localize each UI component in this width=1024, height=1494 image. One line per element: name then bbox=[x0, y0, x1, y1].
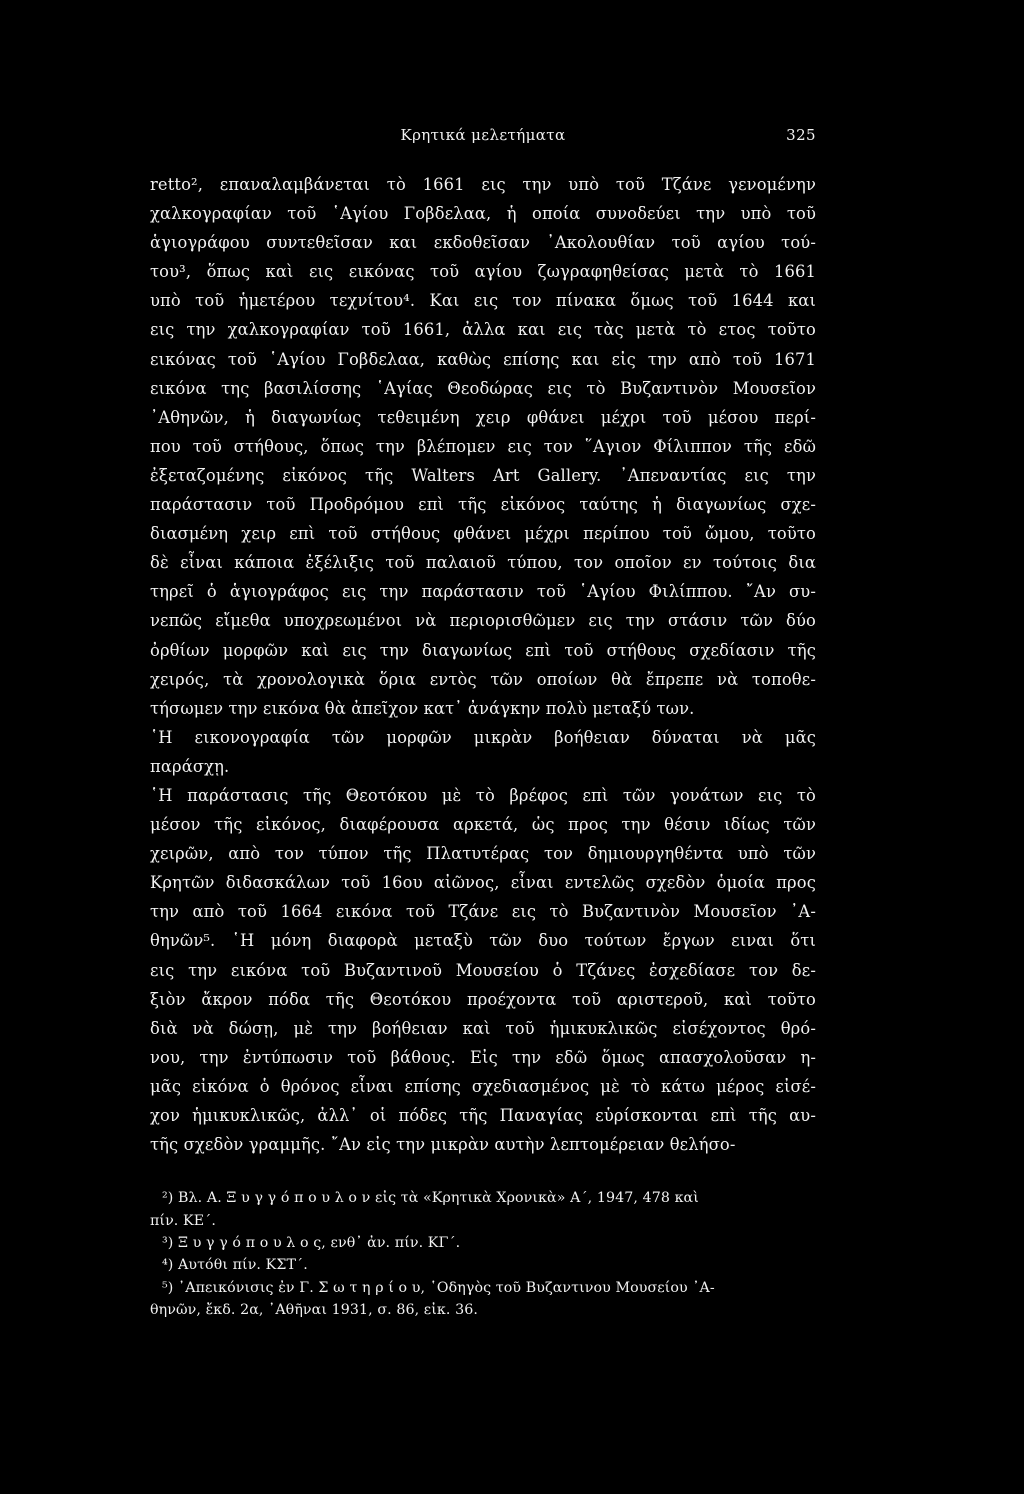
body-line: που τοῦ στήθους, ὅπως την βλέπομεν εις τον ῞Αγιον Φίλιππον τῆς εδῶ bbox=[150, 436, 816, 456]
body-line: χον ἡμικυκλικῶς, ἀλλ᾿ οἱ πόδες τῆς Παναγίας εὑρίσκονται επὶ τῆς αυ- bbox=[150, 1106, 816, 1125]
page-number: 325 bbox=[786, 126, 816, 144]
body-line: εικόνα της βασιλίσσης ῾Αγίας Θεοδώρας εις τὸ Βυζαντινὸν Μουσεῖον bbox=[150, 378, 816, 398]
body-line: ὀρθίων μορφῶν καὶ εις την διαγωνίως επὶ τοῦ στήθους σχεδίασιν τῆς bbox=[150, 640, 816, 660]
body-line: εικόνας τοῦ ῾Αγίου Γοβδελαα, καθὼς επίσης και εἰς την απὸ τοῦ 1671 bbox=[150, 349, 816, 369]
body-line: παράσχῃ. bbox=[150, 756, 230, 776]
body-line: τῆς σχεδὸν γραμμῆς. ῎Αν εἰς την μικρὰν αυτὴν λεπτομέρειαν θελήσο- bbox=[150, 1135, 736, 1155]
body-line: ξιὸν ἄκρον πόδα τῆς Θεοτόκου προέχοντα τοῦ αριστεροῦ, καὶ τοῦτο bbox=[150, 989, 816, 1009]
body-text bbox=[150, 170, 816, 1159]
footnote-line: ³) Ξ υ γ γ ό π ο υ λ ο ς, ενθ᾿ ἀν. πίν. ΚΓ΄. bbox=[162, 1235, 461, 1251]
footnote-line: ⁵) ᾿Απεικόνισις ἐν Γ. Σ ω τ η ρ ί ο υ, ῾Οδηγὸς τοῦ Βυζαντινου Μουσείου ᾿Α- bbox=[162, 1279, 715, 1296]
body-line: χαλκογραφίαν τοῦ ῾Αγίου Γοβδελαα, ἡ οποία συνοδεύει την υπὸ τοῦ bbox=[150, 204, 816, 224]
body-line: διὰ νὰ δώσῃ, μὲ την βοήθειαν καὶ τοῦ ἡμικυκλικῶς εἰσέχοντος θρό- bbox=[150, 1018, 816, 1038]
running-title: Κρητικά μελετήματα bbox=[400, 126, 566, 144]
body-line: εις την εικόνα τοῦ Βυζαντινοῦ Μουσείου ὁ Τζάνες ἐσχεδίασε τον δε- bbox=[150, 960, 816, 980]
body-line: ἐξεταζομένης εἰκόνος τῆς Walters Art Gallery. ᾿Απεναντίας εις την bbox=[150, 465, 816, 485]
body-line: δὲ εἶναι κάποια ἐξέλιξις τοῦ παλαιοῦ τύπου, τον οποῖον εν τούτοις δια bbox=[150, 553, 816, 573]
body-line: χειρός, τὰ χρονολογικὰ ὅρια εντὸς τῶν οποίων θὰ ἔπρεπε νὰ τοποθε- bbox=[150, 669, 816, 689]
body-line: την απὸ τοῦ 1664 εικόνα τοῦ Τζάνε εις τὸ Βυζαντινὸν Μουσεῖον ᾿Α- bbox=[150, 902, 816, 922]
body-line: εις την χαλκογραφίαν τοῦ 1661, ἀλλα και εις τὰς μετὰ τὸ ετος τοῦτο bbox=[150, 320, 816, 340]
body-line: μέσον τῆς εἰκόνος, διαφέρουσα αρκετά, ὡς προς την θέσιν ιδίως τῶν bbox=[150, 815, 816, 835]
footnote-line: ²) Βλ. Α. Ξ υ γ γ ό π ο υ λ ο ν εἰς τὰ «Κρητικὰ Χρονικὰ» Α΄, 1947, 478 καὶ bbox=[162, 1190, 699, 1207]
body-line: χειρῶν, απὸ τον τύπον τῆς Πλατυτέρας τον δημιουργηθέντα υπὸ τῶν bbox=[150, 844, 816, 864]
body-line: υπὸ τοῦ ἡμετέρου τεχνίτου⁴. Και εις τον πίνακα ὅμως τοῦ 1644 και bbox=[150, 291, 816, 311]
body-line: παράστασιν τοῦ Προδρόμου επὶ τῆς εἰκόνος ταύτης ἡ διαγωνίως σχε- bbox=[150, 495, 816, 515]
body-line: Κρητῶν διδασκάλων τοῦ 16ου αἰῶνος, εἶναι εντελῶς σχεδὸν ὁμοία προς bbox=[150, 873, 816, 893]
body-line: τηρεῖ ὁ ἁγιογράφος εις την παράστασιν τοῦ ῾Αγίου Φιλίππου. ῎Αν συ- bbox=[150, 582, 816, 602]
body-line: ῾Η παράστασις τῆς Θεοτόκου μὲ τὸ βρέφος επὶ τῶν γονάτων εις τὸ bbox=[150, 785, 816, 805]
body-line: τήσωμεν την εικόνα θὰ ἀπεῖχον κατ᾿ ἀνάγκην πολὺ μεταξύ των. bbox=[150, 698, 695, 718]
footnote-line: πίν. ΚΕ΄. bbox=[150, 1212, 216, 1229]
body-line: retto², επαναλαμβάνεται τὸ 1661 εις την υπὸ τοῦ Τζάνε γενομένην bbox=[150, 175, 816, 194]
body-line: του³, ὅπως καὶ εις εικόνας τοῦ αγίου ζωγραφηθείσας μετὰ τὸ 1661 bbox=[150, 262, 816, 282]
body-line: μᾶς εἰκόνα ὁ θρόνος εἶναι επίσης σχεδιασμένος μὲ τὸ κάτω μέρος εἰσέ- bbox=[150, 1076, 816, 1096]
body-line: διασμένη χειρ επὶ τοῦ στήθους φθάνει μέχρι περίπου τοῦ ὤμου, τοῦτο bbox=[150, 524, 816, 544]
book-page bbox=[150, 118, 816, 1322]
footnote-line: θηνῶν, ἔκδ. 2α, ᾿Αθῆναι 1931, σ. 86, εἰκ. 36. bbox=[150, 1302, 478, 1319]
body-line: νεπῶς εἴμεθα υποχρεωμένοι νὰ περιορισθῶμεν εις την στάσιν τῶν δύο bbox=[150, 611, 816, 631]
body-line: ᾿Αθηνῶν, ἡ διαγωνίως τεθειμένη χειρ φθάνει μέχρι τοῦ μέσου περί- bbox=[150, 407, 816, 427]
body-line: θηνῶν⁵. ῾Η μόνη διαφορὰ μεταξὺ τῶν δυο τούτων ἔργων ειναι ὅτι bbox=[150, 931, 816, 951]
footnote-line: ⁴) Αυτόθι πίν. ΚΣΤ΄. bbox=[162, 1257, 308, 1274]
body-line: νου, την ἐντύπωσιν τοῦ βάθους. Εἰς την εδῶ ὅμως απασχολοῦσαν η- bbox=[150, 1047, 816, 1067]
body-line: ἁγιογράφου συντεθεῖσαν και εκδοθεῖσαν ᾿Ακολουθίαν τοῦ αγίου τού- bbox=[150, 233, 816, 253]
body-line: ῾Η εικονογραφία τῶν μορφῶν μικρὰν βοήθειαν δύναται νὰ μᾶς bbox=[150, 727, 816, 747]
running-header bbox=[150, 118, 816, 154]
footnotes bbox=[150, 1187, 816, 1321]
